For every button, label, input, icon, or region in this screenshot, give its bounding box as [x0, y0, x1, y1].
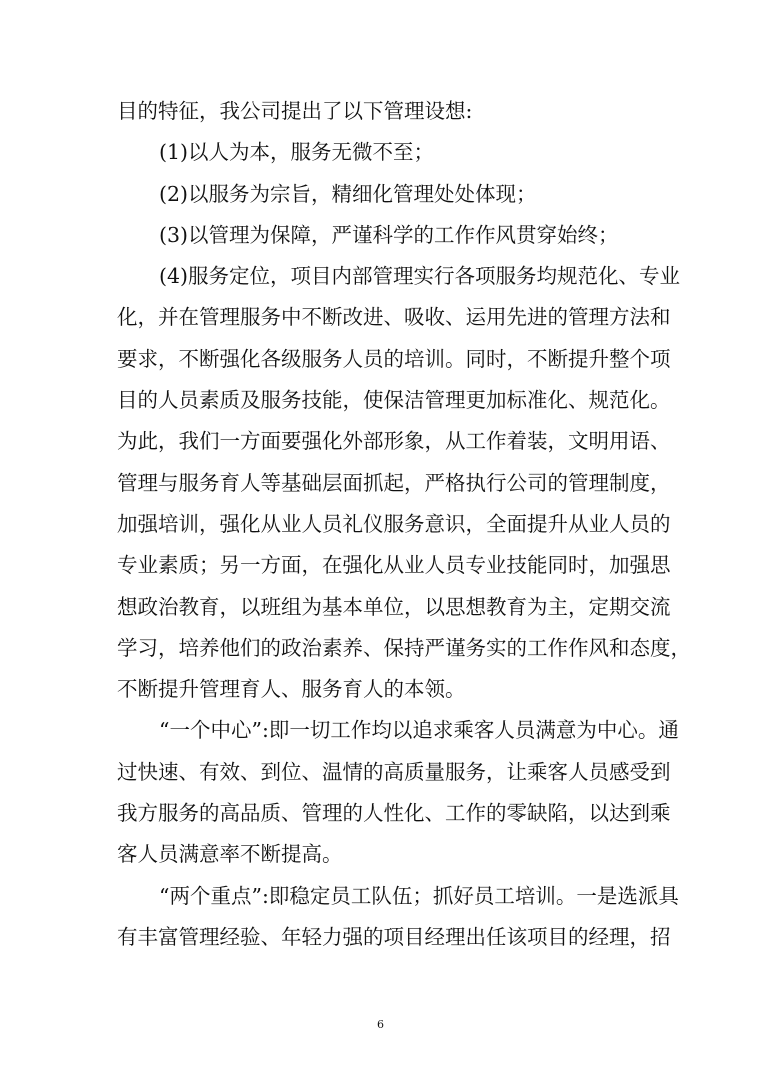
text-line: (3)以管理为保障，严谨科学的工作作风贯穿始终； — [159, 222, 619, 247]
text-line: (4)服务定位，项目内部管理实行各项服务均规范化、专业 — [159, 264, 681, 289]
page-number: 6 — [377, 1018, 384, 1031]
text-line: 我方服务的高品质、管理的人性化、工作的零缺陷，以达到乘 — [117, 801, 671, 826]
text-line: (1)以人为本，服务无微不至； — [159, 140, 435, 165]
text-line: 加强培训，强化从业人员礼仪服务意识，全面提升从业人员的 — [117, 511, 671, 536]
text-line: 学习，培养他们的政治素养、保持严谨务实的工作作风和态度， — [117, 635, 691, 660]
text-line: 专业素质；另一方面，在强化从业人员专业技能同时，加强思 — [117, 553, 671, 578]
text-line: 有丰富管理经验、年轻力强的项目经理出任该项目的经理，招 — [117, 924, 671, 949]
text-line: “一个中心”:即一切工作均以追求乘客人员满意为中心。通 — [159, 718, 679, 743]
body-text — [117, 91, 691, 958]
text-line: 管理与服务育人等基础层面抓起，严格执行公司的管理制度， — [117, 470, 671, 495]
text-line: 化，并在管理服务中不断改进、吸收、运用先进的管理方法和 — [117, 305, 671, 330]
text-line: 为此，我们一方面要强化外部形象，从工作着装，文明用语、 — [117, 429, 671, 454]
text-line: 不断提升管理育人、服务育人的本领。 — [117, 677, 466, 702]
text-line: 要求，不断强化各级服务人员的培训。同时，不断提升整个项 — [117, 346, 671, 371]
text-line: (2)以服务为宗旨，精细化管理处处体现； — [159, 181, 537, 206]
text-line: 过快速、有效、到位、温情的高质量服务，让乘客人员感受到 — [117, 759, 671, 784]
text-line: 想政治教育，以班组为基本单位，以思想教育为主，定期交流 — [117, 594, 671, 619]
text-line: 目的特征，我公司提出了以下管理设想: — [117, 99, 473, 123]
text-line: “两个重点”:即稳定员工队伍；抓好员工培训。一是选派具 — [159, 883, 679, 908]
text-line: 目的人员素质及服务技能，使保洁管理更加标准化、规范化。 — [117, 388, 671, 413]
text-line: 客人员满意率不断提高。 — [117, 842, 343, 867]
